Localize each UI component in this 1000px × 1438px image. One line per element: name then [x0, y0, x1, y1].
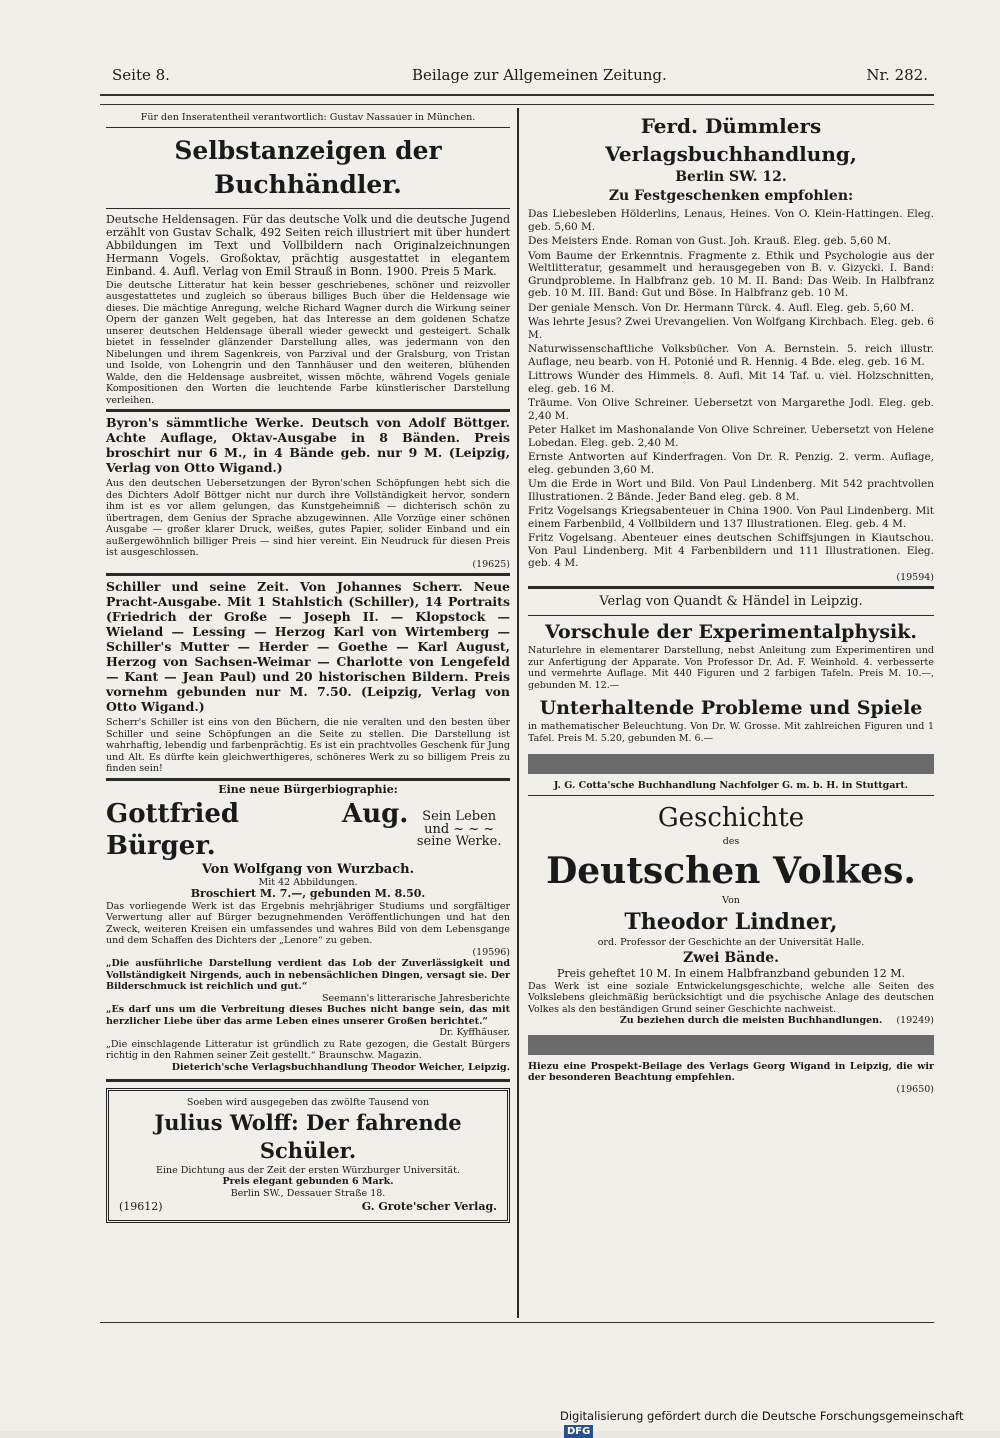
duemmler-item: Ernste Antworten auf Kinderfragen. Von Dr. R. Penzig. 2. verm. Auflage, eleg. gebunden 3,60 M.	[528, 451, 934, 476]
gesch-number: (19249)	[896, 1015, 934, 1026]
header-rule-thin	[100, 104, 934, 105]
wigand-number: (19650)	[896, 1083, 934, 1095]
footer	[560, 1409, 1000, 1438]
page-header	[112, 66, 928, 92]
ad-buerger-publisher: Dieterich'sche Verlagsbuchhandlung Theodor Weicher, Leipzig.	[171, 1061, 510, 1073]
ad-wolff-line-3: Preis elegant gebunden 6 Mark.	[222, 1176, 394, 1187]
duemmler-item: Peter Halket im Mashonalande Von Olive Schreiner. Uebersetzt von Helene Lobedan. Eleg. geb. 2,40 M.	[528, 424, 934, 449]
gesch-volumes: Zwei Bände.	[682, 950, 780, 966]
duemmler-item: Träume. Von Olive Schreiner. Uebersetzt von Margarethe Jodl. Eleg. geb. 2,40 M.	[528, 397, 934, 422]
bottom-rule	[100, 1322, 934, 1323]
ad-byron: Byron's sämmtliche Werke. Deutsch von Adolf Böttger. Achte Auflage, Oktav-Ausgabe in 8 Bänden. Preis broschirt nur 6 M., in 4 Bände geb. nur 9 M. (Leipzig, Verlag von Otto Wigand.)	[106, 415, 510, 475]
ad-buerger-quote-3: „Die einschlagende Litteratur ist gründlich zu Rate gezogen, die Gestalt Bürgers richtig in den Rahmen seiner Zeit gestellt.“ Braunschw. Magazin.	[106, 1038, 510, 1061]
gesch-role: ord. Professor der Geschichte an der Universität Halle.	[597, 936, 865, 948]
gesch-des: des	[722, 835, 740, 847]
duemmler-item: Um die Erde in Wort und Bild. Von Paul Lindenberg. Mit 542 prachtvollen Illustrationen. 2 Bände. Jeder Band eleg. geb. 8 M.	[528, 478, 934, 503]
ad-wolff-box	[106, 1088, 510, 1223]
rule	[106, 208, 510, 209]
qh-title-1: Vorschule der Experimentalphysik.	[544, 621, 918, 643]
ad-buerger-kicker: Eine neue Bürgerbiographie:	[218, 782, 398, 796]
qh-desc-1: Naturlehre in elementarer Darstellung, nebst Anleitung zum Experimentiren und zur Anfertigung der Apparate. Von Professor Dr. Ad. F. Weinhold. 4. verbesserte und vermehrte Auflage. Mit 440 Figuren und 2 farbigen Tafeln. Preis M. 10.—, gebunden M. 12.—	[528, 645, 934, 691]
dfg-logo: DFG	[564, 1425, 593, 1438]
rule	[528, 615, 934, 616]
footer-text: Digitalisierung gefördert durch die Deutsche Forschungsgemeinschaft	[560, 1409, 964, 1423]
duemmler-number: (19594)	[896, 571, 934, 583]
ad-wolff-line-4: Berlin SW., Dessauer Straße 18.	[230, 1187, 386, 1199]
gesch-desc: Das Werk ist eine soziale Entwickelungsgeschichte, welche alle Seiten des Volkslebens gleichmäßig berücksichtigt und die psychische Anlage des deutschen Volkes als den beständigen Grund seiner Geschichte nachweist.	[528, 980, 934, 1015]
duemmler-item: Des Meisters Ende. Roman von Gust. Joh. Krauß. Eleg. geb. 5,60 M.	[528, 235, 891, 247]
duemmler-item: Vom Baume der Erkenntnis. Fragmente z. Ethik und Psychologie aus der Weltlitteratur, gesammelt und herausgegeben von B. v. Gizycki. I. Band: Grundprobleme. In Halbfranz geb. 10 M. II. Band: Das Weib. In Halbfranz geb. 10 M. III. Band: Gut und Böse. In Halbfranz geb. 10 M.	[528, 249, 934, 299]
duemmler-item: Littrows Wunder des Himmels. 8. Aufl. Mit 14 Taf. u. viel. Holzschnitten, eleg. geb. 16 M.	[528, 370, 934, 395]
duemmler-kicker: Zu Festgeschenken empfohlen:	[608, 188, 854, 204]
issue-number: Nr. 282.	[866, 66, 928, 84]
gray-band	[528, 754, 934, 774]
ad-buerger-number: (19596)	[472, 946, 510, 958]
duemmler-item: Das Liebesleben Hölderlins, Lenaus, Heines. Von O. Klein-Hattingen. Eleg. geb. 5,60 M.	[528, 208, 934, 233]
gesch-title: Geschichte	[657, 802, 805, 833]
duemmler-item: Fritz Vogelsang. Abenteuer eines deutschen Schiffsjungen in Kiautschou. Von Paul Lindenberg. Mit 4 Farbenbildern und 111 Illustrationen. Eleg. geb. 4 M.	[528, 532, 934, 569]
ad-buerger-quote-1: „Die ausführliche Darstellung verdient das Lob der Zuverlässigkeit und Vollständigkeit Nirgends, auch in nebensächlichen Dingen, versagt sie. Der Bilderschmuck ist reichlich und gut.“	[106, 958, 510, 992]
ad-buerger-quote-2: „Es darf uns um die Verbreitung dieses Buches nicht bange sein, das mit herzlicher Liebe über das arme Leben eines unserer Großen berichtet.“	[106, 1004, 510, 1027]
page-title: Beilage zur Allgemeinen Zeitung.	[412, 66, 667, 84]
duemmler-item: Fritz Vogelsangs Kriegsabenteuer in China 1900. Von Paul Lindenberg. Mit einem Farbenbild, 4 Vollbildern und 137 Illustrationen. Eleg. geb. 4 M.	[528, 505, 934, 530]
ad-buerger-author: Von Wolfgang von Wurzbach.	[201, 862, 415, 877]
gesch-availability: Zu beziehen durch die meisten Buchhandlungen.	[619, 1015, 883, 1026]
gray-band	[528, 1035, 934, 1055]
rule	[106, 1079, 510, 1082]
ad-byron-number: (19625)	[472, 558, 510, 570]
rule	[528, 586, 934, 589]
qh-desc-2: in mathematischer Beleuchtung. Von Dr. W. Grosse. Mit zahlreichen Figuren und 1 Tafel. Preis M. 5.20, gebunden M. 6.—	[528, 721, 934, 744]
gesch-von: Von	[722, 895, 740, 906]
rule	[528, 795, 934, 796]
ad-wolff-publisher: G. Grote'scher Verlag.	[361, 1200, 497, 1213]
qh-title-2: Unterhaltende Probleme und Spiele	[539, 697, 923, 719]
ad-schiller: Schiller und seine Zeit. Von Johannes Scherr. Neue Pracht-Ausgabe. Mit 1 Stahlstich (Schiller), 14 Portraits (Friedrich der Große — Joseph II. — Klopstock — Wieland — Lessing — Herzog Karl von Wirtemberg — Schiller's Mutter — Herder — Goethe — Karl August, Herzog von Sachsen-Weimar — Charlotte von Lengefeld — Kant — Jean Paul) und 20 historischen Bildern. Preis vornehm gebunden nur M. 7.50. (Leipzig, Verlag von Otto Wigand.)	[106, 579, 510, 714]
duemmler-item: Der geniale Mensch. Von Dr. Hermann Türck. 4. Aufl. Eleg. geb. 5,60 M.	[528, 301, 914, 314]
cotta-line: J. G. Cotta'sche Buchhandlung Nachfolger G. m. b. H. in Stuttgart.	[553, 780, 909, 791]
left-column	[106, 112, 510, 1223]
rule	[106, 127, 510, 128]
ad-wolff-line-2: Eine Dichtung aus der Zeit der ersten Würzburger Universität.	[156, 1164, 460, 1176]
ad-wolff-title: Julius Wolff: Der fahrende Schüler.	[154, 1109, 462, 1163]
gesch-author: Theodor Lindner,	[624, 908, 838, 935]
gesch-price: Preis geheftet 10 M. In einem Halbfranzband gebunden 12 M.	[557, 967, 905, 980]
ad-schiller-desc: Scherr's Schiller ist eins von den Büchern, die nie veralten und den besten über Schiller und seine Schöpfungen an die Seite zu stellen. Die Darstellung ist wahrhaftig, lebendig und farbenprächtig. Es ist ein prachtvolles Geschenk für Jung und Alt. Es dürfte kein gleichwerthigeres, schöneres Werk zu so billigem Preis zu finden sein!	[106, 717, 510, 774]
duemmler-title: Ferd. Dümmlers Verlagsbuchhandlung,	[605, 114, 857, 166]
right-column	[528, 112, 934, 1095]
ad-wolff-line-1: Soeben wird ausgegeben das zwölfte Tausend von	[186, 1097, 430, 1108]
ad-wolff-number: (19612)	[119, 1200, 163, 1213]
section-title: Selbstanzeigen der Buchhändler.	[174, 135, 442, 199]
responsible-line: Für den Inseratentheil verantwortlich: Gustav Nassauer in München.	[140, 112, 476, 123]
duemmler-item: Naturwissenschaftliche Volksbücher. Von A. Bernstein. 5. reich illustr. Auflage, neu bearb. von H. Potonié und R. Hennig. 4 Bde. eleg. geb. 16 M.	[528, 343, 934, 368]
ad-buerger-side: Sein Leben und ~ ~ ~ seine Werke.	[416, 809, 502, 850]
ad-buerger-title: Gottfried Aug. Bürger.	[106, 799, 409, 861]
wigand-note: Hiezu eine Prospekt-Beilage des Verlags Georg Wigand in Leipzig, die wir der besonderen Beachtung empfehlen.	[528, 1060, 934, 1083]
gesch-big-title: Deutschen Volkes.	[546, 850, 916, 892]
column-separator	[517, 108, 519, 1318]
duemmler-city: Berlin SW. 12.	[675, 169, 787, 185]
ad-buerger-price: Broschiert M. 7.—, gebunden M. 8.50.	[190, 887, 426, 900]
ad-buerger-source-2: Dr. Kyffhäuser.	[439, 1027, 510, 1038]
header-rule	[100, 94, 934, 96]
ad-heldensagen: Deutsche Heldensagen. Für das deutsche Volk und die deutsche Jugend erzählt von Gustav Schalk, 492 Seiten reich illustriert mit über hundert Abbildungen im Text und Vollbildern nach Originalzeichnungen Hermann Vogels. Großoktav, prächtig ausgestattet in elegantem Einband. 4. Aufl. Verlag von Emil Strauß in Bonn. 1900. Preis 5 Mark.	[106, 212, 510, 278]
ad-heldensagen-desc: Die deutsche Litteratur hat kein besser geschriebenes, schöner und reizvoller ausgestattetes und zugleich so überaus billiges Buch über die Heldensage wie dieses. Die mächtige Anregung, welche Richard Wagner durch die Wirkung seiner Opern der ganzen Welt gegeben, hat das Interesse an dem goldenen Schatze unserer deutschen Heldensage überall wieder geweckt und gesteigert. Schalk bietet in fesselnder glänzender Darstellung alles, was jedermann von den Nibelungen und ihrem Sagenkreis, von Parzival und der Gralsburg, von Tristan und Isolde, von Lohengrin und den Tannhäuser und den weiteren, blühenden Walde, den die Heldensage ausbreitet, wissen möchte, während Vogels geniale Kompositionen den Worten die leuchtende Farbe künstlerischer Darstellung verleihen.	[106, 279, 510, 406]
ad-buerger-illustrations: Mit 42 Abbildungen.	[258, 876, 358, 888]
qh-line: Verlag von Quandt & Händel in Leipzig.	[599, 594, 863, 609]
ad-buerger-source-1: Seemann's litterarische Jahresberichte	[321, 992, 510, 1004]
ad-buerger-desc: Das vorliegende Werk ist das Ergebnis mehrjähriger Studiums und sorgfältiger Verwertung aller auf Bürger bezugnehmenden Veröffentlichungen und hat den Zweck, weiteren Kreisen ein umfassendes und wahres Bild von dem Lebensgange und dem Schaffen des Dichters der „Lenore“ zu geben.	[106, 900, 510, 946]
duemmler-items	[528, 208, 934, 570]
page-number: Seite 8.	[112, 66, 170, 84]
rule	[106, 778, 510, 781]
rule	[106, 573, 510, 576]
duemmler-item: Was lehrte Jesus? Zwei Urevangelien. Von Wolfgang Kirchbach. Eleg. geb. 6 M.	[528, 316, 934, 341]
ad-byron-desc: Aus den deutschen Uebersetzungen der Byron'schen Schöpfungen hebt sich die des Dichters Adolf Böttger nicht nur durch ihre Vollständigkeit hervor, sondern ihm ist es vor allem gelungen, das Kunstgeheimniß — dichterisch schön zu übertragen, dem Genius der Sprache abzugewinnen. Alle Vorzüge einer schönen Ausgabe — großer klarer Druck, weißes, gutes Papier, solider Einband und ein außergewöhnlich billiger Preis — sind hier vereint. Ein Neudruck für diesen Preis ist ausgeschlossen.	[106, 478, 510, 558]
rule	[106, 409, 510, 412]
